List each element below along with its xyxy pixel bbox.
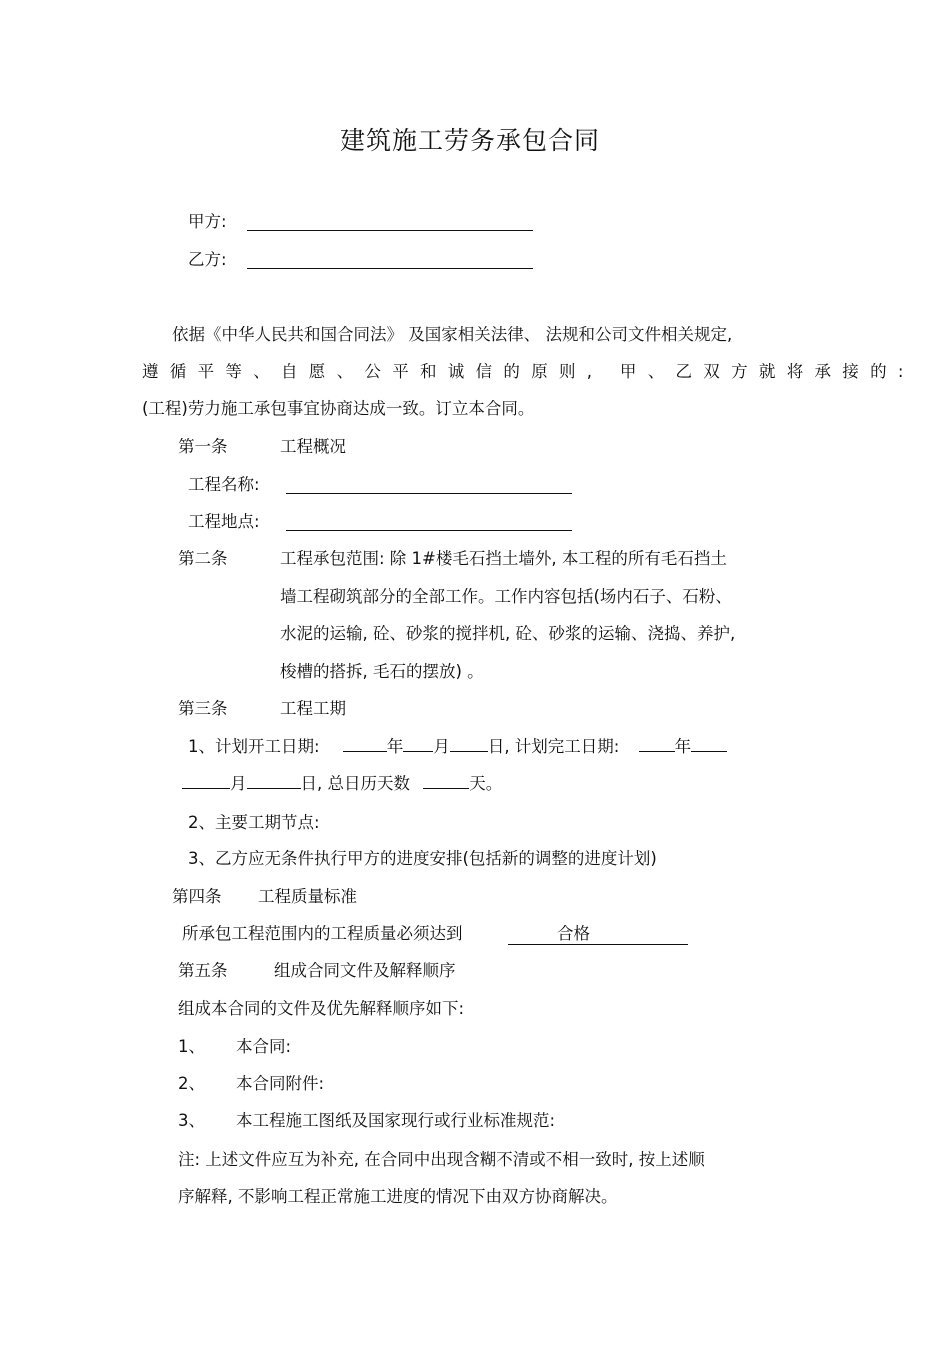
end-day-blank [247, 788, 301, 789]
document-item-3-number: 3、 [178, 1111, 205, 1130]
article-4-number: 第四条 [172, 887, 222, 906]
end-month-blank-a [691, 751, 727, 752]
quality-value-field [508, 926, 688, 945]
start-year-blank [343, 751, 387, 752]
preamble-line-2: 遵循平等、自愿、公平和诚信的原则, 甲、乙双方就将承接的: [142, 362, 915, 381]
quality-requirement: 所承包工程范围内的工程质量必须达到 [182, 924, 463, 943]
project-name-label: 工程名称: [188, 475, 260, 494]
total-days-blank [423, 788, 469, 789]
document-title: 建筑施工劳务承包合同 [340, 126, 601, 155]
article-3-heading: 工程工期 [280, 699, 346, 718]
party-a-blank [247, 230, 533, 231]
start-month-blank [403, 751, 433, 752]
start-year-unit: 年 [386, 737, 404, 756]
article-2-line-1: 工程承包范围: 除 1#楼毛石挡土墙外, 本工程的所有毛石挡土 [280, 549, 727, 568]
article-2-line-3: 水泥的运输, 砼、砂浆的搅拌机, 砼、砂浆的运输、浇捣、养护, [280, 624, 736, 643]
end-month-unit: 月 [230, 774, 247, 793]
document-item-2-number: 2、 [178, 1074, 205, 1093]
quality-value: 合格 [557, 924, 590, 943]
project-location-label: 工程地点: [188, 512, 260, 531]
article-5-number: 第五条 [178, 961, 228, 980]
end-month-blank-b [182, 788, 230, 789]
note-line-2: 序解释, 不影响工程正常施工进度的情况下由双方协商解决。 [178, 1187, 618, 1206]
note-line-1: 注: 上述文件应互为补充, 在合同中出现含糊不清或不相一致时, 按上述顺 [178, 1150, 705, 1169]
article-4-heading: 工程质量标准 [258, 887, 357, 906]
total-days-unit: 天。 [469, 774, 503, 793]
end-day-unit: 日, 总日历天数 [300, 774, 410, 793]
preamble-line-1: 依据《中华人民共和国合同法》 及国家相关法律、 法规和公司文件相关规定, [172, 325, 733, 344]
article-2-line-2: 墙工程砌筑部分的全部工作。工作内容包括(场内石子、石粉、 [280, 587, 732, 606]
project-name-blank [286, 493, 572, 494]
article-2-line-4: 梭槽的搭拆, 毛石的摆放) 。 [280, 662, 484, 681]
document-item-2-text: 本合同附件: [236, 1074, 325, 1093]
article-5-heading: 组成合同文件及解释顺序 [274, 961, 456, 980]
document-item-1-number: 1、 [178, 1037, 205, 1056]
end-year-blank [639, 751, 675, 752]
document-item-1-text: 本合同: [236, 1037, 292, 1056]
start-month-unit: 月 [433, 737, 450, 756]
schedule-start-line [188, 739, 727, 756]
article-1-number: 第一条 [178, 437, 228, 456]
schedule-end-line [182, 776, 502, 793]
party-b-label: 乙方: [188, 250, 227, 269]
party-a-label: 甲方: [188, 212, 227, 231]
schedule-milestones: 2、主要工期节点: [188, 813, 320, 832]
article-1-heading: 工程概况 [280, 437, 346, 456]
article-3-number: 第三条 [178, 699, 228, 718]
project-location-blank [286, 530, 572, 531]
party-b-blank [247, 268, 533, 269]
end-year-unit: 年 [674, 737, 692, 756]
schedule-start-label: 1、计划开工日期: [188, 737, 320, 756]
document-order-intro: 组成本合同的文件及优先解释顺序如下: [178, 999, 465, 1018]
preamble-line-3: (工程)劳力施工承包事宜协商达成一致。订立本合同。 [142, 399, 535, 418]
document-item-3-text: 本工程施工图纸及国家现行或行业标准规范: [236, 1111, 556, 1130]
start-day-unit: 日, 计划完工日期: [487, 737, 620, 756]
start-day-blank [450, 751, 488, 752]
schedule-compliance: 3、乙方应无条件执行甲方的进度安排(包括新的调整的进度计划) [188, 849, 657, 868]
article-2-number: 第二条 [178, 549, 228, 568]
